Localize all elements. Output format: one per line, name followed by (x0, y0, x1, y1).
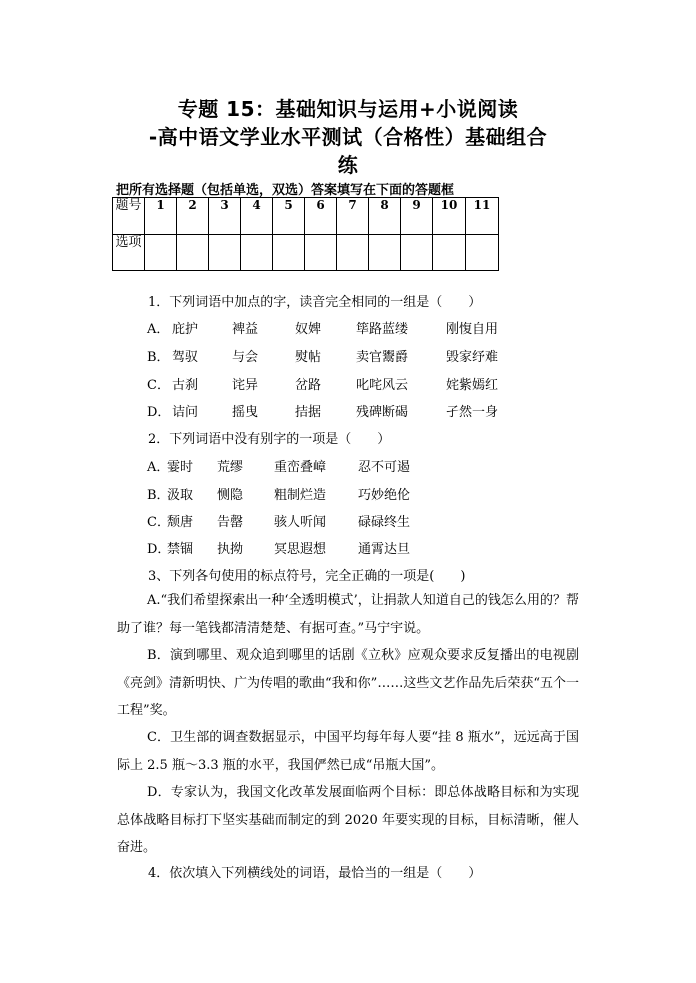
option-label: D． (147, 542, 171, 557)
option-word: 诘问 (172, 405, 199, 420)
option-word: 颓唐 (167, 515, 194, 530)
option-word: 庇护 (172, 322, 199, 337)
option-word: 奴婢 (295, 322, 322, 337)
answer-cell[interactable] (305, 235, 337, 271)
answer-cell[interactable] (369, 235, 401, 271)
answer-table-option-row (113, 235, 499, 271)
question-number-cell: 8 (369, 198, 401, 235)
row-header-question-number: 题号 (113, 198, 145, 235)
option-word: 毁家纾难 (446, 350, 499, 365)
option-word: 拮据 (295, 405, 322, 420)
option-word: 重峦叠嶂 (274, 460, 327, 475)
option-word: 霎时 (167, 460, 194, 475)
option-word: 禁锢 (167, 542, 194, 557)
option-label: C． (147, 378, 170, 393)
question-number-cell: 6 (305, 198, 337, 235)
question-number-cell: 10 (433, 198, 466, 235)
option-word: 卖官鬻爵 (356, 350, 409, 365)
answer-table-number-row (113, 198, 499, 235)
option-label: B． (147, 488, 170, 503)
question-1-stem: 1．下列词语中加点的字，读音完全相同的一组是（ ） (148, 295, 482, 310)
question-2-stem: 2．下列词语中没有别字的一项是（ ） (148, 432, 391, 447)
question-number-cell: 11 (466, 198, 499, 235)
option-word: 孑然一身 (446, 405, 499, 420)
option-word: 岔路 (295, 378, 322, 393)
option-word: 通霄达旦 (358, 542, 411, 557)
answer-cell[interactable] (273, 235, 305, 271)
option-word: 刚愎自用 (446, 322, 499, 337)
question-number-cell: 5 (273, 198, 305, 235)
option-word: 与会 (232, 350, 259, 365)
option-word: 汲取 (167, 488, 194, 503)
answer-cell[interactable] (433, 235, 466, 271)
page-title-line-1: 专题 15：基础知识与运用+小说阅读 (177, 97, 519, 121)
option-label: D． (147, 405, 171, 420)
option-word: 姹紫嫣红 (446, 378, 499, 393)
row-header-option: 选项 (113, 235, 145, 271)
option-label: B． (147, 350, 170, 365)
option-label: A． (147, 460, 170, 475)
option-word: 执拗 (217, 542, 244, 557)
question-4-stem: 4．依次填入下列横线处的词语，最恰当的一组是（ ） (148, 866, 482, 881)
answer-table (112, 197, 499, 271)
question-number-cell: 2 (177, 198, 209, 235)
question-number-cell: 9 (401, 198, 433, 235)
answer-cell[interactable] (466, 235, 499, 271)
option-word: 骇人听闻 (274, 515, 327, 530)
question-number-cell: 4 (241, 198, 273, 235)
question-number-cell: 1 (145, 198, 177, 235)
option-word: 告罄 (217, 515, 244, 530)
option-word: 恻隐 (217, 488, 244, 503)
question-3-option-c: C．卫生部的调查数据显示，中国平均每年每人要“挂 8 瓶水”，远远高于国际上 2.5 瓶～3.3 瓶的水平，我国俨然已成“吊瓶大国”。 (117, 730, 579, 773)
answer-instruction: 把所有选择题（包括单选，双选）答案填写在下面的答题框 (116, 183, 455, 198)
answer-cell[interactable] (177, 235, 209, 271)
option-word: 忍不可遏 (358, 460, 411, 475)
option-word: 驾驭 (172, 350, 199, 365)
question-3-option-b: B．演到哪里、观众追到哪里的话剧《立秋》应观众要求反复播出的电视剧《亮剑》清新明快、广为传唱的歌曲“我和你”……这些文艺作品先后荣获“五个一工程”奖。 (117, 648, 579, 718)
option-word: 摇曳 (232, 405, 259, 420)
option-word: 冥思遐想 (274, 542, 327, 557)
option-word: 古刹 (172, 378, 199, 393)
answer-cell[interactable] (401, 235, 433, 271)
page-title-line-2: -高中语文学业水平测试（合格性）基础组合 (148, 125, 548, 149)
answer-cell[interactable] (209, 235, 241, 271)
option-word: 熨帖 (295, 350, 322, 365)
question-3-stem: 3、下列各句使用的标点符号，完全正确的一项是( ) (148, 569, 466, 584)
question-3-option-a: A.“我们希望探索出一种‘全透明模式’，让捐款人知道自己的钱怎么用的？帮助了谁？每一笔钱都清清楚楚、有据可查。”马宁宇说。 (117, 593, 579, 636)
answer-cell[interactable] (145, 235, 177, 271)
option-word: 碌碌终生 (358, 515, 411, 530)
option-word: 残碑断碣 (356, 405, 409, 420)
option-word: 粗制烂造 (274, 488, 327, 503)
option-label: C． (147, 515, 170, 530)
question-number-cell: 3 (209, 198, 241, 235)
answer-cell[interactable] (337, 235, 369, 271)
option-word: 诧异 (232, 378, 259, 393)
answer-cell[interactable] (241, 235, 273, 271)
page-title-line-3: 练 (337, 153, 359, 177)
option-word: 荒缪 (217, 460, 244, 475)
option-word: 叱咤风云 (356, 378, 409, 393)
option-word: 裨益 (232, 322, 259, 337)
option-word: 筚路蓝缕 (356, 322, 409, 337)
question-number-cell: 7 (337, 198, 369, 235)
option-label: A． (147, 322, 170, 337)
question-3-option-d: D．专家认为，我国文化改革发展面临两个目标：即总体战略目标和为实现总体战略目标打下坚实基础而制定的到 2020 年要实现的目标，目标清晰，催人奋进。 (117, 785, 579, 855)
option-word: 巧妙绝伦 (358, 488, 411, 503)
